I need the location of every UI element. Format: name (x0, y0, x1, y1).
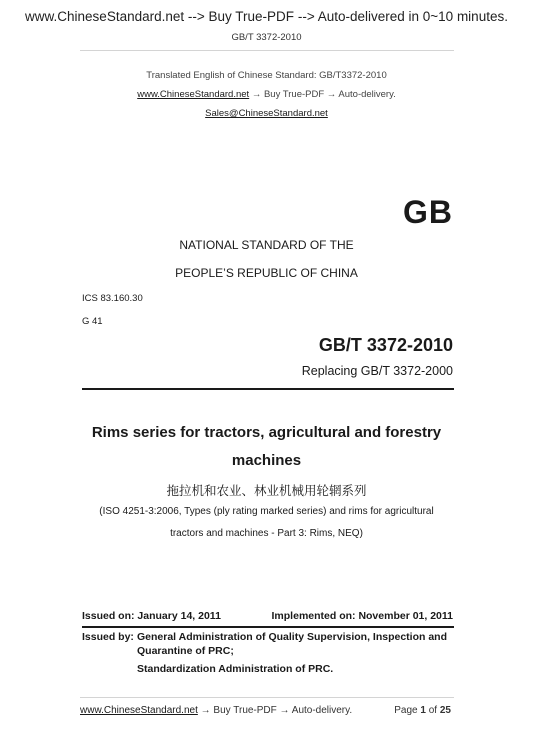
footer-site-link[interactable]: www.ChineseStandard.net (80, 705, 198, 716)
ics-code: ICS 83.160.30 (82, 293, 143, 304)
page-total: 25 (439, 705, 451, 716)
issued-by-label: Issued by: (82, 631, 134, 643)
banner-delivery-text: Auto-delivered in 0~10 minutes. (317, 9, 508, 24)
standard-number: GB/T 3372-2010 (318, 335, 453, 355)
iso-equivalence-line-2: tractors and machines - Part 3: Rims, NEQ) (170, 528, 363, 539)
national-standard-line-1: NATIONAL STANDARD OF THE (179, 238, 354, 252)
title-divider-top (82, 388, 454, 390)
translation-link-line (0, 89, 533, 100)
title-en-line-1: Rims series for tractors, agricultural and forestry (91, 424, 442, 441)
dates-divider (82, 626, 454, 628)
issued-on-date: Issued on: January 14, 2011 (82, 610, 221, 622)
issued-by-line-1: General Administration of Quality Supervision, Inspection and (137, 631, 447, 643)
banner-sep-2: --> (297, 9, 315, 24)
ccs-code: G 41 (82, 316, 103, 327)
footer-divider (80, 697, 454, 698)
national-standard-line-2: PEOPLE’S REPUBLIC OF CHINA (175, 266, 358, 280)
page-indicator (394, 705, 451, 716)
gb-logo: GB (403, 194, 453, 230)
banner-divider (80, 50, 454, 51)
page-current: 1 (420, 705, 426, 716)
translation-site-link[interactable]: www.ChineseStandard.net (137, 89, 250, 100)
translation-link-rest: → Buy True-PDF → Auto-delivery. (249, 89, 396, 100)
footer-link-line (80, 705, 352, 716)
page-label: Page (394, 705, 418, 716)
banner-site-link[interactable]: www.ChineseStandard.net (25, 9, 185, 24)
page-of: of (428, 705, 438, 716)
banner-buy-link[interactable]: Buy True-PDF (208, 9, 295, 24)
footer-link-rest: → Buy True-PDF → Auto-delivery. (197, 705, 353, 716)
replacing-note: Replacing GB/T 3372-2000 (301, 364, 453, 378)
title-cn: 拖拉机和农业、林业机械用轮辋系列 (166, 483, 367, 498)
issued-by-line-3: Standardization Administration of PRC. (137, 663, 334, 675)
sales-email-link[interactable]: Sales@ChineseStandard.net (205, 108, 328, 119)
banner-sep-1: --> (187, 9, 205, 24)
top-banner (0, 9, 533, 24)
issued-by-line-2: Quarantine of PRC; (137, 645, 234, 657)
banner-doc-number: GB/T 3372-2010 (231, 32, 302, 43)
title-en-line-2: machines (231, 452, 302, 469)
sales-email-line (0, 108, 533, 119)
translation-note: Translated English of Chinese Standard: GB/T3372-2010 (146, 70, 387, 81)
iso-equivalence-line-1: (ISO 4251-3:2006, Types (ply rating marked series) and rims for agricultural (99, 506, 434, 517)
implemented-on-date: Implemented on: November 01, 2011 (271, 610, 453, 622)
